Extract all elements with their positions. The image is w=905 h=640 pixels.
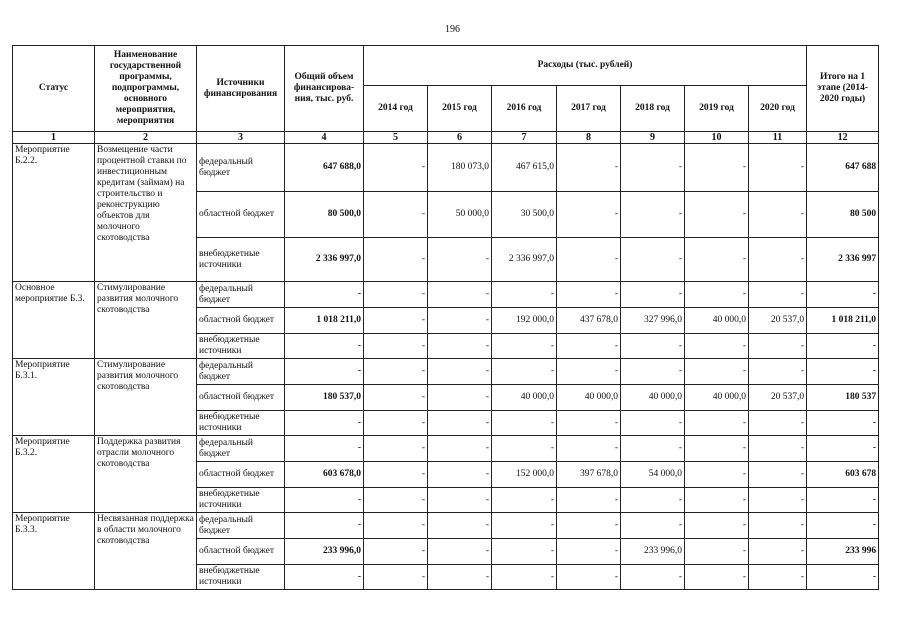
- source-cell: внебюджетные источники: [197, 488, 285, 513]
- year-value-cell: -: [364, 308, 428, 334]
- year-value-cell: -: [428, 334, 492, 359]
- year-value-cell: 40 000,0: [685, 385, 749, 411]
- year-value-cell: -: [557, 238, 621, 282]
- col-number: 2: [95, 132, 197, 144]
- header-expenses: Расходы (тыс. рублей): [364, 46, 807, 86]
- header-status: Статус: [13, 46, 95, 132]
- year-value-cell: -: [364, 334, 428, 359]
- year-value-cell: 327 996,0: [621, 308, 685, 334]
- year-value-cell: -: [685, 238, 749, 282]
- source-cell: областной бюджет: [197, 192, 285, 238]
- source-cell: внебюджетные источники: [197, 411, 285, 436]
- year-value-cell: -: [492, 565, 557, 590]
- year-value-cell: 20 537,0: [749, 385, 807, 411]
- source-cell: областной бюджет: [197, 462, 285, 488]
- year-value-cell: -: [749, 436, 807, 462]
- year-value-cell: -: [557, 488, 621, 513]
- total-cell: -: [285, 513, 364, 539]
- year-value-cell: -: [557, 359, 621, 385]
- year-value-cell: 54 000,0: [621, 462, 685, 488]
- year-value-cell: -: [364, 359, 428, 385]
- total-cell: -: [285, 436, 364, 462]
- year-value-cell: -: [364, 385, 428, 411]
- status-cell: Мероприятие Б.3.1.: [13, 359, 95, 436]
- year-value-cell: 180 073,0: [428, 144, 492, 192]
- year-value-cell: 30 500,0: [492, 192, 557, 238]
- column-numbers-row: [13, 132, 879, 144]
- year-value-cell: -: [364, 488, 428, 513]
- total-cell: 233 996,0: [285, 539, 364, 565]
- year-value-cell: -: [428, 539, 492, 565]
- year-value-cell: -: [428, 513, 492, 539]
- source-cell: областной бюджет: [197, 385, 285, 411]
- header-sources: Источники финансирования: [197, 46, 285, 132]
- table-row: [13, 282, 879, 308]
- year-value-cell: -: [621, 282, 685, 308]
- col-number: 1: [13, 132, 95, 144]
- year-value-cell: -: [364, 436, 428, 462]
- year-value-cell: 437 678,0: [557, 308, 621, 334]
- year-value-cell: -: [557, 565, 621, 590]
- year-value-cell: -: [364, 462, 428, 488]
- total-cell: -: [285, 411, 364, 436]
- itogo-cell: 2 336 997: [807, 238, 879, 282]
- year-value-cell: -: [621, 238, 685, 282]
- year-value-cell: -: [749, 513, 807, 539]
- year-value-cell: -: [685, 192, 749, 238]
- year-value-cell: -: [364, 282, 428, 308]
- year-value-cell: -: [492, 334, 557, 359]
- year-value-cell: -: [621, 513, 685, 539]
- year-value-cell: -: [492, 513, 557, 539]
- year-value-cell: -: [685, 565, 749, 590]
- year-value-cell: -: [749, 334, 807, 359]
- col-number: 11: [749, 132, 807, 144]
- itogo-cell: 603 678: [807, 462, 879, 488]
- total-cell: 1 018 211,0: [285, 308, 364, 334]
- source-cell: областной бюджет: [197, 308, 285, 334]
- year-value-cell: -: [428, 238, 492, 282]
- col-number: 7: [492, 132, 557, 144]
- year-value-cell: 40 000,0: [492, 385, 557, 411]
- year-value-cell: -: [685, 539, 749, 565]
- itogo-cell: -: [807, 359, 879, 385]
- col-number: 4: [285, 132, 364, 144]
- col-number: 8: [557, 132, 621, 144]
- table-row: [13, 144, 879, 192]
- year-value-cell: -: [364, 539, 428, 565]
- year-value-cell: -: [557, 192, 621, 238]
- table-row: [13, 513, 879, 539]
- year-value-cell: -: [621, 436, 685, 462]
- year-value-cell: -: [492, 539, 557, 565]
- total-cell: 603 678,0: [285, 462, 364, 488]
- program-name-cell: Несвязанная поддержка в области молочного скотоводства: [95, 513, 197, 590]
- header-name: Наименование государственной программы, подпрограммы, основного мероприятия, мероприятия: [95, 46, 197, 132]
- year-value-cell: -: [364, 144, 428, 192]
- year-value-cell: -: [557, 513, 621, 539]
- year-value-cell: -: [428, 359, 492, 385]
- year-value-cell: -: [685, 144, 749, 192]
- year-value-cell: -: [749, 359, 807, 385]
- header-itogo: Итого на 1 этапе (2014-2020 годы): [807, 46, 879, 132]
- source-cell: федеральный бюджет: [197, 513, 285, 539]
- year-value-cell: -: [749, 539, 807, 565]
- year-value-cell: 40 000,0: [557, 385, 621, 411]
- year-value-cell: -: [621, 359, 685, 385]
- col-number: 6: [428, 132, 492, 144]
- year-value-cell: -: [749, 282, 807, 308]
- source-cell: федеральный бюджет: [197, 359, 285, 385]
- year-value-cell: 192 000,0: [492, 308, 557, 334]
- year-value-cell: -: [685, 436, 749, 462]
- status-cell: Основное мероприятие Б.3.: [13, 282, 95, 359]
- year-value-cell: -: [428, 411, 492, 436]
- status-cell: Мероприятие Б.3.2.: [13, 436, 95, 513]
- itogo-cell: -: [807, 565, 879, 590]
- header-year: 2018 год: [621, 86, 685, 132]
- year-value-cell: -: [557, 411, 621, 436]
- itogo-cell: -: [807, 513, 879, 539]
- year-value-cell: -: [685, 334, 749, 359]
- year-value-cell: -: [749, 488, 807, 513]
- year-value-cell: -: [557, 436, 621, 462]
- year-value-cell: -: [685, 488, 749, 513]
- status-cell: Мероприятие Б.3.3.: [13, 513, 95, 590]
- year-value-cell: 40 000,0: [621, 385, 685, 411]
- year-value-cell: -: [428, 462, 492, 488]
- header-year: 2019 год: [685, 86, 749, 132]
- year-value-cell: -: [492, 282, 557, 308]
- year-value-cell: -: [364, 238, 428, 282]
- header-year: 2016 год: [492, 86, 557, 132]
- year-value-cell: -: [749, 144, 807, 192]
- program-name-cell: Стимулирование развития молочного скотоводства: [95, 282, 197, 359]
- year-value-cell: -: [492, 359, 557, 385]
- year-value-cell: -: [428, 565, 492, 590]
- year-value-cell: -: [749, 565, 807, 590]
- year-value-cell: 20 537,0: [749, 308, 807, 334]
- year-value-cell: 233 996,0: [621, 539, 685, 565]
- col-number: 5: [364, 132, 428, 144]
- year-value-cell: -: [749, 462, 807, 488]
- total-cell: 180 537,0: [285, 385, 364, 411]
- itogo-cell: 1 018 211,0: [807, 308, 879, 334]
- year-value-cell: -: [364, 411, 428, 436]
- header-total: Общий объем финансирова-ния, тыс. руб.: [285, 46, 364, 132]
- year-value-cell: -: [364, 513, 428, 539]
- total-cell: -: [285, 565, 364, 590]
- year-value-cell: -: [685, 513, 749, 539]
- year-value-cell: -: [364, 565, 428, 590]
- itogo-cell: -: [807, 411, 879, 436]
- itogo-cell: -: [807, 282, 879, 308]
- header-year: 2015 год: [428, 86, 492, 132]
- financing-table: [12, 45, 879, 590]
- itogo-cell: 647 688: [807, 144, 879, 192]
- year-value-cell: -: [492, 436, 557, 462]
- year-value-cell: 152 000,0: [492, 462, 557, 488]
- year-value-cell: -: [749, 192, 807, 238]
- program-name-cell: Поддержка развития отрасли молочного скотоводства: [95, 436, 197, 513]
- program-name-cell: Возмещение части процентной ставки по инвестиционным кредитам (займам) на строительство и реконструкцию объектов для молочного скотоводства: [95, 144, 197, 282]
- year-value-cell: -: [492, 488, 557, 513]
- status-cell: Мероприятие Б.2.2.: [13, 144, 95, 282]
- itogo-cell: -: [807, 334, 879, 359]
- header-year: 2020 год: [749, 86, 807, 132]
- itogo-cell: -: [807, 436, 879, 462]
- total-cell: -: [285, 488, 364, 513]
- total-cell: -: [285, 282, 364, 308]
- year-value-cell: -: [428, 308, 492, 334]
- year-value-cell: -: [749, 238, 807, 282]
- year-value-cell: -: [428, 282, 492, 308]
- year-value-cell: -: [621, 144, 685, 192]
- program-name-cell: Стимулирование развития молочного скотоводства: [95, 359, 197, 436]
- col-number: 12: [807, 132, 879, 144]
- total-cell: -: [285, 359, 364, 385]
- year-value-cell: 397 678,0: [557, 462, 621, 488]
- year-value-cell: -: [621, 565, 685, 590]
- itogo-cell: 80 500: [807, 192, 879, 238]
- year-value-cell: -: [364, 192, 428, 238]
- year-value-cell: -: [685, 282, 749, 308]
- page-number: 196: [445, 24, 460, 35]
- year-value-cell: -: [685, 411, 749, 436]
- itogo-cell: 233 996: [807, 539, 879, 565]
- year-value-cell: -: [557, 334, 621, 359]
- itogo-cell: 180 537: [807, 385, 879, 411]
- year-value-cell: 467 615,0: [492, 144, 557, 192]
- total-cell: 80 500,0: [285, 192, 364, 238]
- itogo-cell: -: [807, 488, 879, 513]
- year-value-cell: -: [557, 144, 621, 192]
- year-value-cell: -: [621, 488, 685, 513]
- source-cell: внебюджетные источники: [197, 565, 285, 590]
- col-number: 3: [197, 132, 285, 144]
- year-value-cell: -: [685, 462, 749, 488]
- table-row: [13, 359, 879, 385]
- col-number: 10: [685, 132, 749, 144]
- header-year: 2017 год: [557, 86, 621, 132]
- table-body: [13, 144, 879, 590]
- year-value-cell: -: [428, 436, 492, 462]
- year-value-cell: -: [492, 411, 557, 436]
- year-value-cell: 50 000,0: [428, 192, 492, 238]
- header-year: 2014 год: [364, 86, 428, 132]
- source-cell: федеральный бюджет: [197, 282, 285, 308]
- source-cell: федеральный бюджет: [197, 144, 285, 192]
- year-value-cell: -: [557, 539, 621, 565]
- year-value-cell: 2 336 997,0: [492, 238, 557, 282]
- source-cell: внебюджетные источники: [197, 334, 285, 359]
- year-value-cell: 40 000,0: [685, 308, 749, 334]
- table-row: [13, 436, 879, 462]
- year-value-cell: -: [685, 359, 749, 385]
- year-value-cell: -: [621, 192, 685, 238]
- total-cell: -: [285, 334, 364, 359]
- source-cell: внебюджетные источники: [197, 238, 285, 282]
- year-value-cell: -: [557, 282, 621, 308]
- total-cell: 647 688,0: [285, 144, 364, 192]
- year-value-cell: -: [428, 385, 492, 411]
- total-cell: 2 336 997,0: [285, 238, 364, 282]
- year-value-cell: -: [749, 411, 807, 436]
- source-cell: федеральный бюджет: [197, 436, 285, 462]
- year-value-cell: -: [621, 411, 685, 436]
- year-value-cell: -: [621, 334, 685, 359]
- year-value-cell: -: [428, 488, 492, 513]
- source-cell: областной бюджет: [197, 539, 285, 565]
- col-number: 9: [621, 132, 685, 144]
